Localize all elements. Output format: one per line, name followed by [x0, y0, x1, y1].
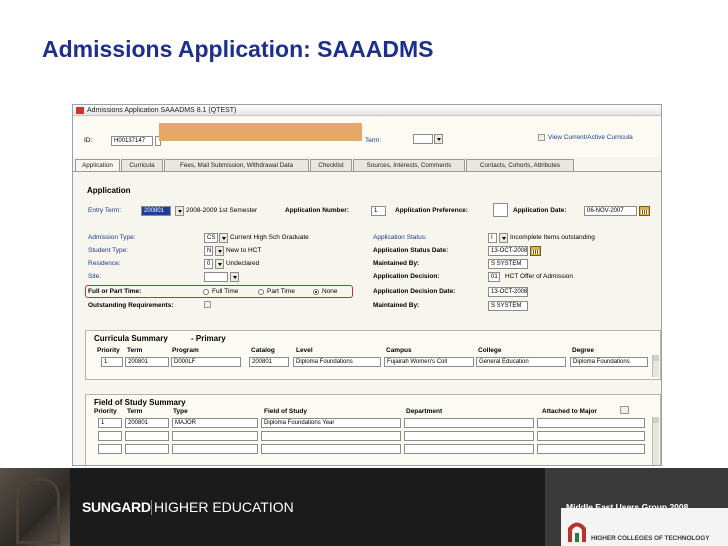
- window-title: Admissions Application SAAADMS 8.1 (QTEST): [87, 107, 237, 114]
- entry-term-dropdown-icon[interactable]: [175, 206, 184, 216]
- field-of-study-title: Field of Study Summary: [94, 398, 186, 407]
- fos-row2-department-cell[interactable]: [404, 431, 534, 441]
- fos-department-cell[interactable]: [404, 418, 534, 428]
- event-name: Middle East Users Group 2008: [566, 502, 689, 512]
- higher-education-text: HIGHER EDUCATION: [154, 499, 294, 515]
- maintained-by-2-label: Maintained By:: [373, 302, 420, 309]
- outstanding-requirements-label: Outstanding Requirements:: [88, 302, 174, 309]
- application-section-title: Application: [87, 186, 131, 195]
- app-preference-label: Application Preference:: [395, 207, 468, 214]
- fos-row2-type-cell[interactable]: [172, 431, 258, 441]
- cs-degree-cell[interactable]: Diploma Foundations: [570, 357, 648, 367]
- fos-type-cell[interactable]: MAJOR: [172, 418, 258, 428]
- app-date-label: Application Date:: [513, 207, 567, 214]
- student-type-input[interactable]: N: [204, 246, 213, 256]
- full-part-time-label: Full or Part Time:: [88, 288, 142, 295]
- id-input[interactable]: H00137147: [111, 136, 153, 146]
- form-icon: [76, 107, 84, 114]
- fos-row2-term-cell[interactable]: [125, 431, 169, 441]
- hct-emblem-icon: [566, 516, 588, 544]
- fos-scrollbar[interactable]: [652, 417, 659, 465]
- entry-term-label: Entry Term:: [88, 207, 122, 214]
- cs-header-level: Level: [296, 347, 313, 354]
- admission-type-label: Admission Type:: [88, 234, 136, 241]
- fos-row2-field-cell[interactable]: [261, 431, 401, 441]
- cs-program-cell[interactable]: D000LF: [171, 357, 241, 367]
- none-radio[interactable]: [313, 289, 319, 295]
- app-status-date-label: Application Status Date:: [373, 247, 449, 254]
- residence-dropdown-icon[interactable]: [215, 259, 224, 269]
- site-input[interactable]: [204, 272, 228, 282]
- student-type-dropdown-icon[interactable]: [215, 246, 224, 256]
- fos-header-department: Department: [406, 408, 443, 415]
- fos-attached-cell[interactable]: [537, 418, 645, 428]
- fos-header-attached: Attached to Major: [542, 408, 597, 415]
- admission-type-desc: Current High Sch Graduate: [230, 234, 309, 241]
- app-decision-input[interactable]: 01: [488, 272, 500, 282]
- cs-college-cell[interactable]: General Education: [476, 357, 566, 367]
- tab-checklist[interactable]: Checklist: [310, 159, 352, 171]
- redacted-name-block: [159, 123, 362, 141]
- app-status-dropdown-icon[interactable]: [499, 233, 508, 243]
- cs-catalog-cell[interactable]: 200801: [249, 357, 289, 367]
- app-number-label: Application Number:: [285, 207, 349, 214]
- fos-priority-cell[interactable]: 1: [98, 418, 122, 428]
- fos-row2-priority-cell[interactable]: [98, 431, 122, 441]
- app-status-label: Application Status:: [373, 234, 427, 241]
- part-time-label: Part Time: [267, 288, 295, 295]
- tab-bar: [75, 159, 661, 171]
- maintained-by-field: S SYSTEM: [488, 259, 528, 269]
- student-type-desc: New to HCT: [226, 247, 262, 254]
- application-tab-content: [73, 171, 661, 466]
- residence-label: Residence:: [88, 260, 121, 267]
- cs-scrollbar[interactable]: [652, 355, 659, 377]
- cs-header-degree: Degree: [572, 347, 595, 354]
- logo-separator: [151, 500, 152, 515]
- hct-english-wordmark: HIGHER COLLEGES OF TECHNOLOGY: [591, 535, 710, 542]
- tab-fees[interactable]: Fees, Mail Submission, Withdrawal Data: [164, 159, 309, 171]
- app-preference-input[interactable]: [493, 203, 508, 217]
- fos-row3-term-cell[interactable]: [125, 444, 169, 454]
- app-date-input[interactable]: 06-NOV-2007: [584, 206, 637, 216]
- admission-type-dropdown-icon[interactable]: [219, 233, 228, 243]
- term-input[interactable]: [413, 134, 433, 144]
- term-label: Term:: [365, 137, 382, 144]
- site-label: Site:: [88, 273, 102, 280]
- curricula-summary-subtitle: - Primary: [191, 334, 226, 343]
- cs-term-cell[interactable]: 200801: [125, 357, 169, 367]
- fos-row2-attached-cell[interactable]: [537, 431, 645, 441]
- fos-header-field: Field of Study: [264, 408, 307, 415]
- app-date-calendar-icon[interactable]: [639, 206, 650, 216]
- term-dropdown-icon[interactable]: [434, 134, 443, 144]
- field-of-study-panel: [85, 394, 661, 466]
- app-decision-label: Application Decision:: [373, 273, 440, 280]
- view-curricula-label: View Current/Active Curricula: [548, 134, 633, 141]
- app-decision-date-input[interactable]: 13-OCT-2008: [488, 287, 528, 297]
- architecture-photo: [0, 468, 70, 546]
- app-status-input[interactable]: I: [488, 233, 497, 243]
- tab-application[interactable]: Application: [75, 159, 120, 171]
- outstanding-requirements-checkbox[interactable]: [204, 301, 211, 308]
- fos-header-term: Term: [127, 408, 143, 415]
- app-decision-date-label: Application Decision Date:: [373, 288, 456, 295]
- attached-to-major-icon[interactable]: [620, 406, 629, 414]
- student-type-label: Student Type:: [88, 247, 128, 254]
- fos-field-cell[interactable]: Diploma Foundations Year: [261, 418, 401, 428]
- curricula-summary-panel: [85, 330, 661, 380]
- window-titlebar: [73, 105, 661, 116]
- fos-row3-attached-cell[interactable]: [537, 444, 645, 454]
- part-time-radio[interactable]: [258, 289, 264, 295]
- entry-term-desc: 2008-2009 1st Semester: [186, 207, 258, 214]
- fos-header-priority: Priority: [94, 408, 117, 415]
- cs-header-catalog: Catalog: [251, 347, 275, 354]
- tab-curricula[interactable]: Curricula: [121, 159, 163, 171]
- sungard-logo: SUNGARD: [82, 499, 151, 515]
- app-number-input[interactable]: 1: [371, 206, 386, 216]
- slide-title: Admissions Application: SAAADMS: [42, 36, 434, 62]
- cs-priority-cell[interactable]: 1: [101, 357, 123, 367]
- full-time-label: Full Time: [212, 288, 239, 295]
- entry-term-input[interactable]: 200801: [141, 206, 171, 216]
- maintained-by-label: Maintained By:: [373, 260, 420, 267]
- maintained-by-2-field: S SYSTEM: [488, 301, 528, 311]
- cs-header-college: College: [478, 347, 502, 354]
- cs-header-priority: Priority: [97, 347, 120, 354]
- fos-row3-department-cell[interactable]: [404, 444, 534, 454]
- residence-desc: Undeclared: [226, 260, 260, 267]
- residence-input[interactable]: 0: [204, 259, 213, 269]
- curricula-summary-title: Curricula Summary: [94, 334, 168, 343]
- fos-header-type: Type: [173, 408, 188, 415]
- fos-term-cell[interactable]: 200801: [125, 418, 169, 428]
- cs-campus-cell[interactable]: Fujairah Women's Coll: [384, 357, 474, 367]
- none-label: None: [322, 288, 338, 295]
- cs-header-program: Program: [172, 347, 199, 354]
- fos-row3-type-cell[interactable]: [172, 444, 258, 454]
- app-status-date-calendar-icon[interactable]: [530, 246, 541, 256]
- site-dropdown-icon[interactable]: [230, 272, 239, 282]
- view-curricula-checkbox[interactable]: [538, 134, 545, 141]
- cs-header-campus: Campus: [386, 347, 412, 354]
- full-time-radio[interactable]: [203, 289, 209, 295]
- banner-form-window: [72, 104, 662, 466]
- hct-arabic-wordmark: [596, 518, 722, 533]
- admission-type-input[interactable]: CS: [204, 233, 218, 243]
- tab-contacts[interactable]: Contacts, Cohorts, Attributes: [466, 159, 574, 171]
- cs-level-cell[interactable]: Diploma Foundations: [293, 357, 381, 367]
- id-label: ID:: [84, 137, 93, 144]
- app-decision-desc: HCT Offer of Admission: [505, 273, 574, 280]
- cs-header-term: Term: [127, 347, 143, 354]
- app-status-desc: Incomplete Items outstanding: [510, 234, 595, 241]
- app-status-date-input[interactable]: 13-OCT-2008: [488, 246, 528, 256]
- fos-row3-priority-cell[interactable]: [98, 444, 122, 454]
- tab-sources[interactable]: Sources, Interests, Comments: [353, 159, 465, 171]
- fos-row3-field-cell[interactable]: [261, 444, 401, 454]
